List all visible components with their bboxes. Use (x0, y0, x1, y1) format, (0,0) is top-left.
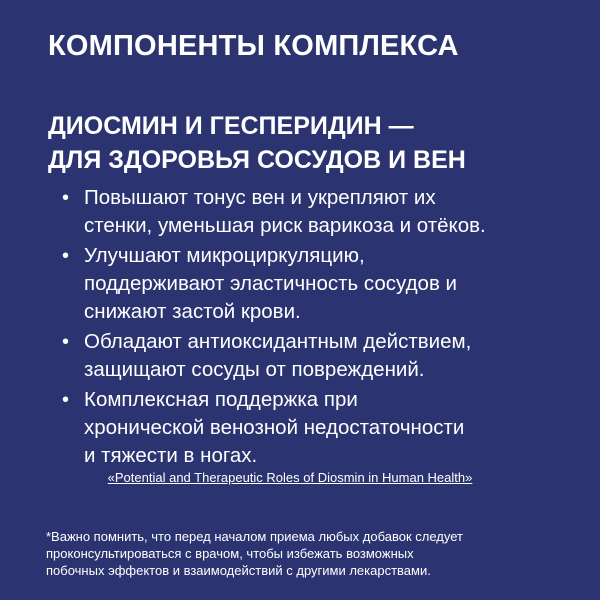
list-item-line: и тяжести в ногах. (84, 444, 258, 467)
disclaimer (46, 528, 463, 579)
disclaimer-line: побочных эффектов и взаимодействий с другими лекарствами. (46, 563, 431, 578)
list-item-text (84, 242, 588, 326)
list-item-line: Комплексная поддержка при (84, 388, 358, 411)
list-item-line: снижают застой крови. (84, 300, 301, 323)
list-item-line: защищают сосуды от повреждений. (84, 358, 425, 381)
list-item-line: Обладают антиоксидантным действием, (84, 330, 472, 353)
benefits-list (58, 184, 588, 472)
list-item-line: хронической венозной недостаточности (84, 416, 465, 439)
bullet-icon: • (62, 389, 70, 411)
section-heading-line-2: ДЛЯ ЗДОРОВЬЯ СОСУДОВ И ВЕН (48, 146, 466, 174)
list-item-line: стенки, уменьшая риск варикоза и отёков. (84, 214, 486, 237)
list-item-text (84, 386, 588, 470)
list-item-line: поддерживают эластичность сосудов и (84, 272, 457, 295)
disclaimer-line: проконсультироваться с врачом, чтобы избежать возможных (46, 546, 414, 561)
disclaimer-line: *Важно помнить, что перед началом приема любых добавок следует (46, 529, 463, 544)
section-heading (48, 109, 466, 177)
bullet-icon: • (62, 245, 70, 267)
list-item-line: Улучшают микроциркуляцию, (84, 244, 365, 267)
source-link[interactable]: «Potential and Therapeutic Roles of Diosmin in Human Health» (107, 470, 473, 485)
list-item (58, 386, 588, 470)
page-title: КОМПОНЕНТЫ КОМПЛЕКСА (48, 30, 459, 62)
bullet-icon: • (62, 187, 70, 209)
list-item-line: Повышают тонус вен и укрепляют их (84, 186, 436, 209)
section-heading-line-1: ДИОСМИН И ГЕСПЕРИДИН — (48, 112, 414, 140)
list-item-text (84, 328, 588, 384)
bullet-icon: • (62, 331, 70, 353)
list-item-text (84, 184, 588, 240)
list-item (58, 242, 588, 326)
list-item (58, 328, 588, 384)
list-item (58, 184, 588, 240)
